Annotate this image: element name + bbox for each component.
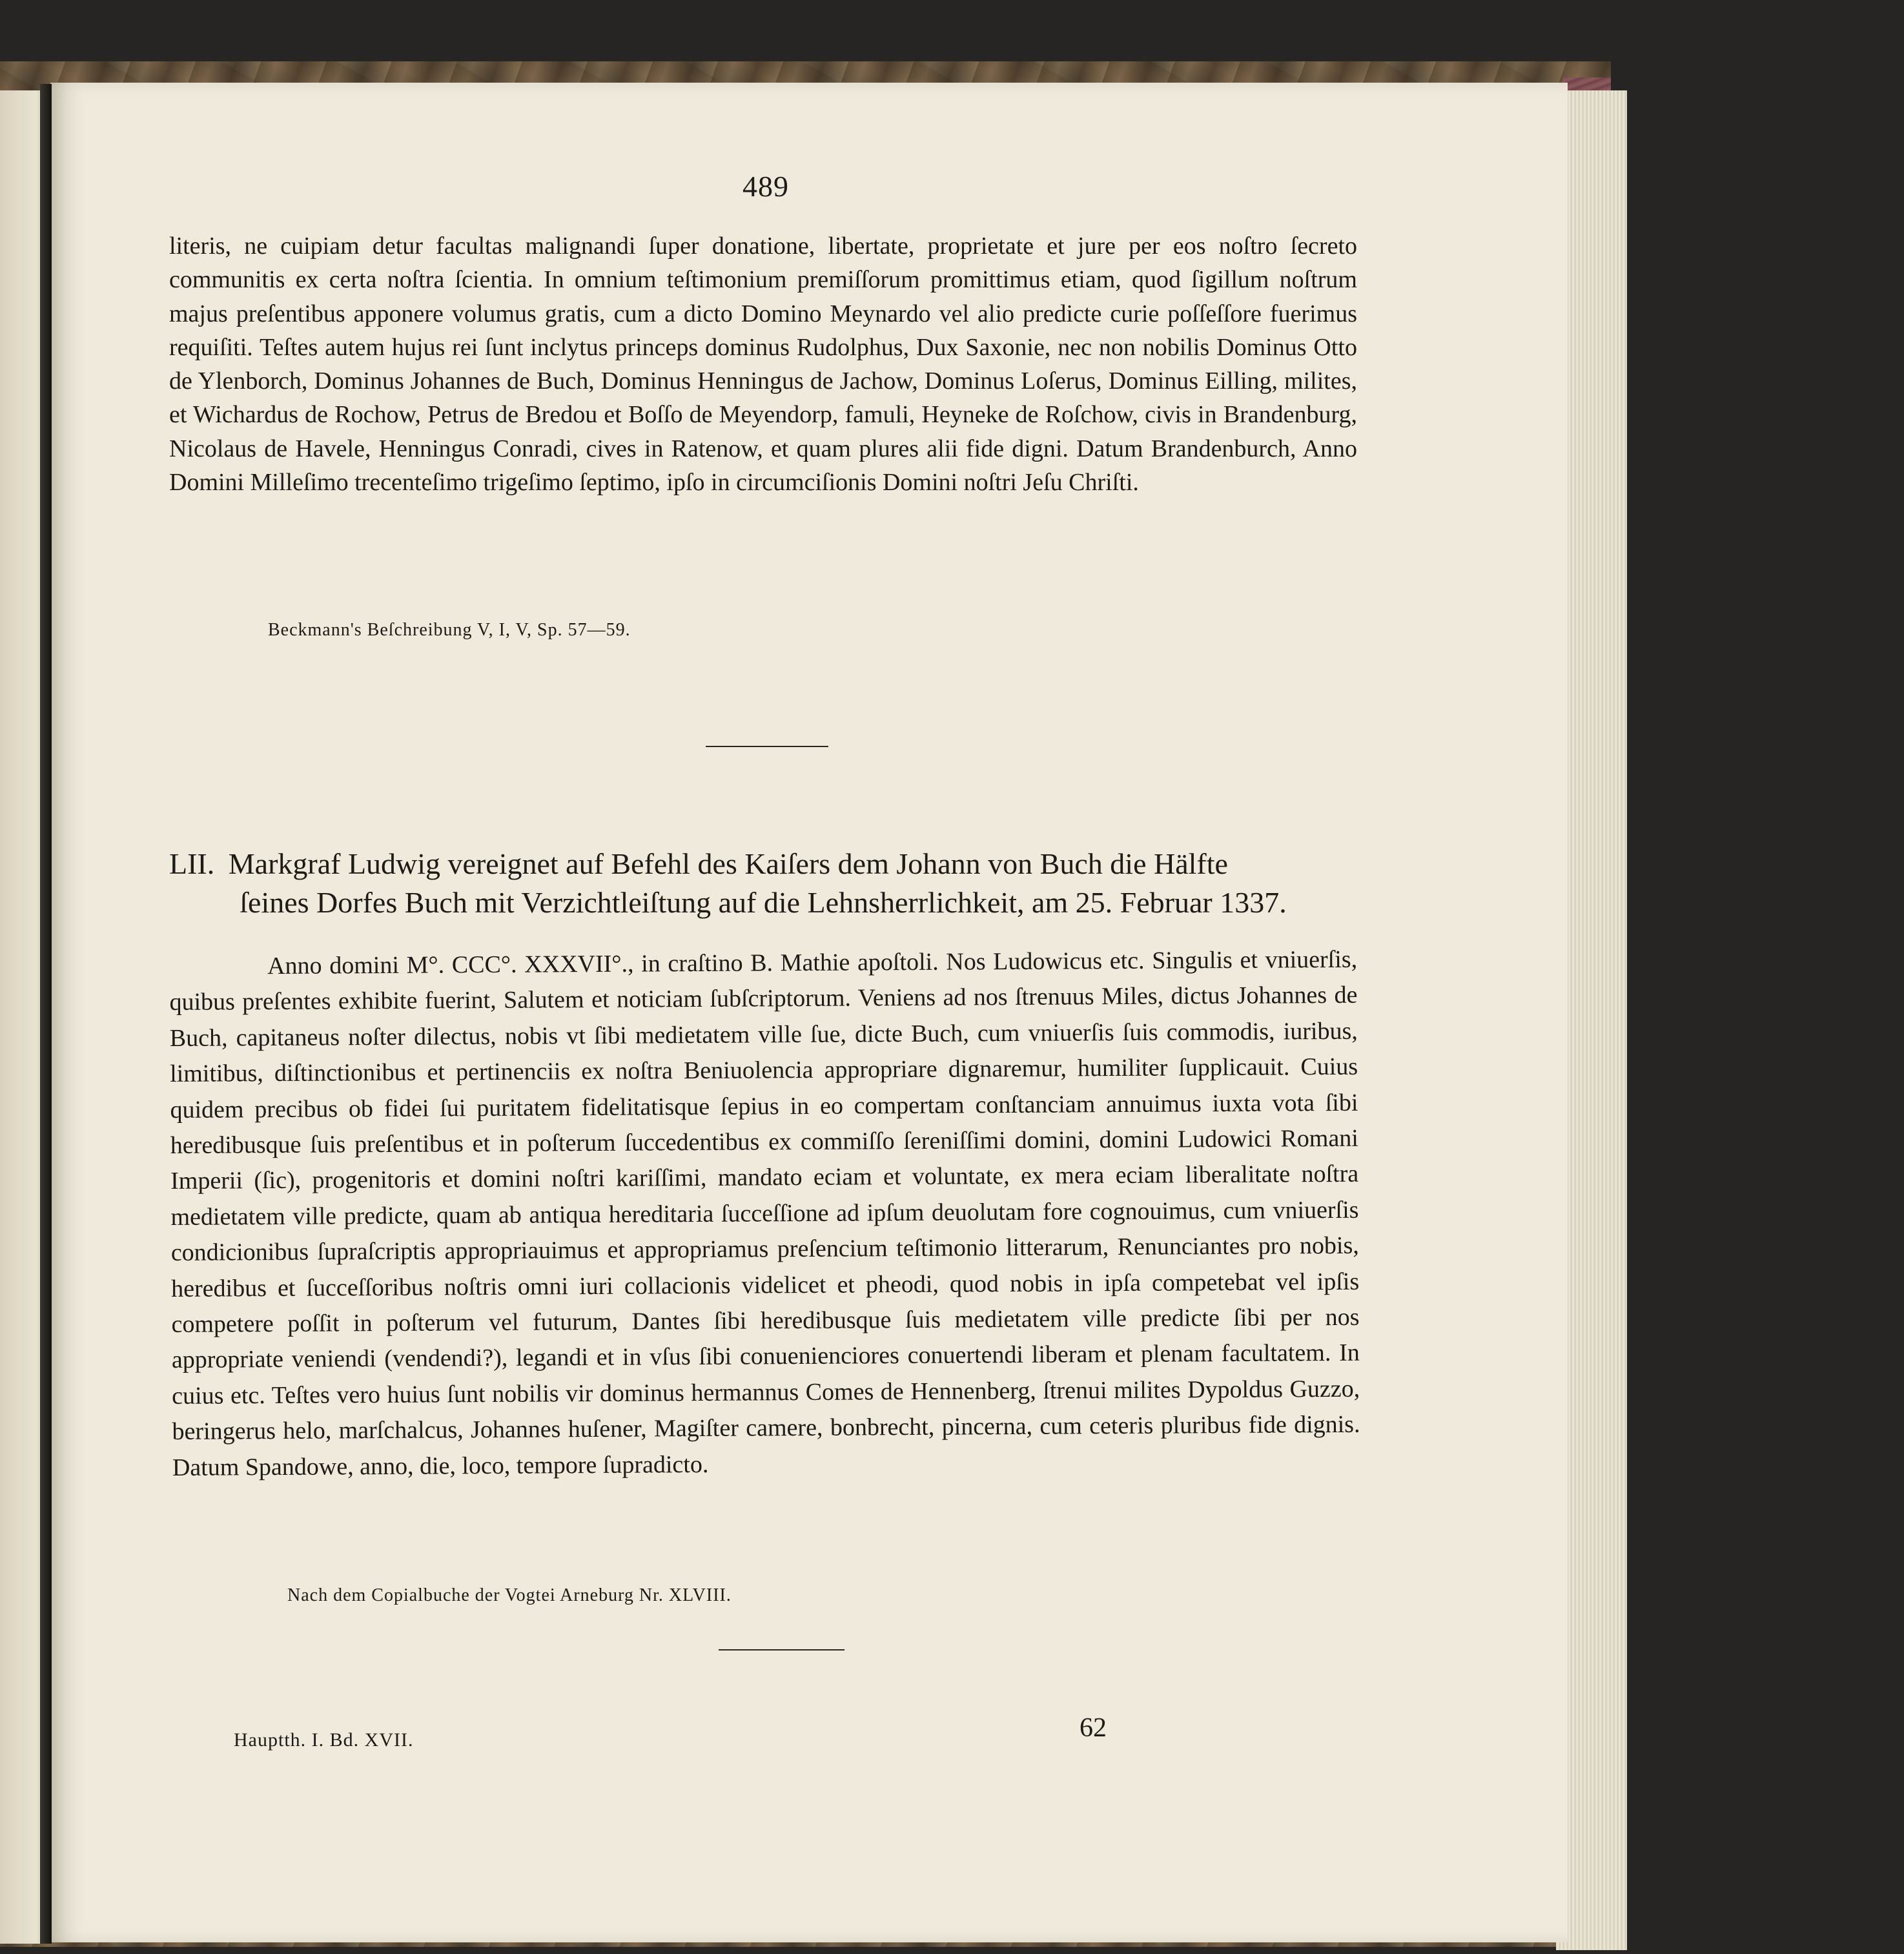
- section-divider-2: [719, 1649, 845, 1651]
- heading-line-1: Markgraf Ludwig vereignet auf Befehl des Kaiſers dem Johann von Buch die Hälfte: [228, 847, 1228, 880]
- document-heading: [169, 845, 1357, 922]
- source-citation-1: Beckmann's Beſchreibung V, I, V, Sp. 57—59.: [268, 620, 631, 640]
- section-divider-1: [706, 746, 828, 747]
- paragraph-continuation: literis, ne cuipiam detur facultas malignandi ſuper donatione, libertate, proprietate et jure per eos noſtro ſecreto communitis ex certa noſtra ſcientia. In omnium teſtimonium premiſſorum promittimus etiam, quod ſigillum noſtrum majus preſentibus apponere volumus gratis, cum a dicto Domino Meynardo vel alio predicte curie poſſeſſore fuerimus requiſiti. Teſtes autem hujus rei ſunt inclytus princeps dominus Rudolphus, Dux Saxonie, nec non nobilis Dominus Otto de Ylenborch, Dominus Johannes de Buch, Dominus Henningus de Jachow, Dominus Loſerus, Dominus Eilling, milites, et Wichardus de Rochow, Petrus de Bredou et Boſſo de Meyendorp, famuli, Heyneke de Roſchow, civis in Brandenburg, Nicolaus de Havele, Henningus Conradi, cives in Ratenow, et quam plures alii fide digni. Datum Brandenburch, Anno Domini Milleſimo trecenteſimo trigeſimo ſeptimo, ipſo in circumciſionis Domini noſtri Jeſu Chriſti.: [169, 232, 1357, 497]
- sheet-number: 62: [1080, 1713, 1107, 1743]
- heading-line-2: ſeines Dorfes Buch mit Verzichtleiſtung auf die Lehnsherrlichkeit, am 25. Februar 1337.: [240, 886, 1287, 919]
- page-number: 489: [742, 170, 789, 203]
- source-citation-2: Nach dem Copialbuche der Vogtei Arneburg Nr. XLVIII.: [287, 1585, 732, 1605]
- charter-text: Anno domini M°. CCC°. XXXVII°., in craſtino B. Mathie apoſtoli. Nos Ludowicus etc. Singulis et vniuerſis, quibus preſentes exhibite fuerint, Salutem et noticiam ſubſcriptorum. Veniens ad nos ſtrenuus Miles, dictus Johannes de Buch, capitaneus noſter dilectus, nobis vt ſibi medietatem ville ſue, dicte Buch, cum vniuerſis ſuis commodis, iuribus, limitibus, diſtinctionibus et pertinenciis ex noſtra Beniuolencia appropriare dignaremur, humiliter ſupplicauit. Cuius quidem precibus ob fidei ſui puritatem fidelitatisque ſepius in eo compertam conſtanciam annuimus iuxta vota ſibi heredibusque ſuis preſentibus et in poſterum ſuccedentibus ex commiſſo ſereniſſimi domini, domini Ludowici Romani Imperii (ſic), progenitoris et domini noſtri kariſſimi, mandato eciam et voluntate, ex mera eciam liberalitate noſtra medietatem ville predicte, quam ab antiqua hereditaria ſucceſſione ad ipſum deuolutam fore cognouimus, cum vniuerſis condicionibus ſupraſcriptis appropriauimus et appropriamus preſencium teſtimonio litterarum, Renunciantes pro nobis, heredibus et ſucceſſoribus noſtris omni iuri collacionis videlicet et pheodi, quod nobis in ipſa competebat vel ipſis competere poſſit in poſterum vel futurum, Dantes ſibi heredibusque ſuis medietatem ville predicte ſibi per nos appropriate veniendi (vendendi?), legandi et in vſus ſibi conuenienciores conuertendi liberam et plenam facultatem. In cuius etc. Teſtes vero huius ſunt nobilis vir dominus hermannus Comes de Hennenberg, ſtrenui milites Dypoldus Guzzo, beringerus helo, marſchalcus, Johannes huſener, Magiſter camere, bonbrecht, pincerna, cum ceteris pluribus fide dignis. Datum Spandowe, anno, die, loco, tempore ſupradicto.: [169, 945, 1360, 1481]
- book-gutter: [40, 84, 52, 1944]
- document-number: LII.: [169, 847, 215, 880]
- signature-mark: Hauptth. I. Bd. XVII.: [234, 1729, 414, 1751]
